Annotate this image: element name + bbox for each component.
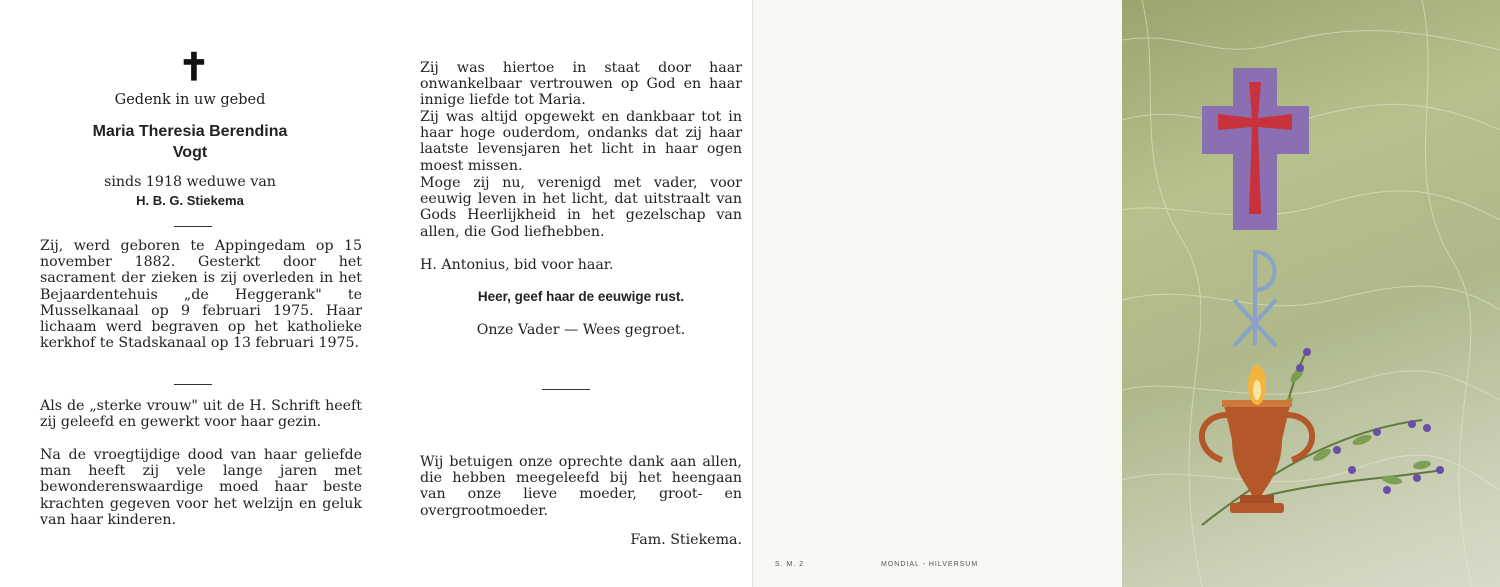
tribute-paragraph-2: Na de vroegtijdige dood van haar geliefde man heeft zij vele lange jaren met bewonderenswaardige moed haar beste krachten gegeven voor het welzijn en geluk van haar kinderen. — [40, 447, 362, 528]
divider — [174, 384, 212, 385]
character-paragraph: Zij was altijd opgewekt en dankbaar tot in haar hoge ouderdom, ondanks dat zij haar laatste levensjaren het licht in haar ogen moest missen. — [420, 109, 742, 174]
back-page — [752, 0, 1122, 587]
chi-rho-icon — [1234, 250, 1276, 346]
printer-name: MONDIAL - HILVERSUM — [881, 561, 979, 568]
blessing-paragraph: Moge zij nu, verenigd met vader, voor eeuwig leven in het licht, dat uitstraalt van Gods Heerlijkheid in het gezelschap van allen, die God liefhebben. — [420, 175, 742, 240]
prayer-line: Heer, geef haar de eeuwige rust. — [477, 289, 685, 304]
intro-text: Gedenk in uw gebed — [114, 92, 266, 108]
left-text-page — [0, 0, 380, 587]
faith-paragraph: Zij was hiertoe in staat door haar onwankelbaar vertrouwen op God en haar innige liefde tot Maria. — [420, 60, 742, 109]
invocation-line: H. Antonius, bid voor haar. — [420, 257, 614, 273]
family-signature: Fam. Stiekema. — [630, 532, 742, 548]
widow-line: sinds 1918 weduwe van — [104, 174, 276, 190]
husband-name: H. B. G. Stiekema — [136, 193, 244, 208]
deceased-name-line1: Maria Theresia Berendina — [92, 123, 288, 140]
front-illustration — [1122, 0, 1500, 587]
divider — [174, 226, 212, 227]
memorial-illustration — [1122, 0, 1500, 587]
card-code: S. M. 2 — [775, 561, 805, 568]
prayers-line: Onze Vader — Wees gegroet. — [476, 322, 686, 338]
deceased-name-line2: Vogt — [172, 144, 208, 161]
thanks-paragraph: Wij betuigen onze oprechte dank aan allen, die hebben meegeleefd bij het heengaan van onze lieve moeder, groot- en overgrootmoeder. — [420, 454, 742, 519]
biography-paragraph: Zij, werd geboren te Appingedam op 15 november 1882. Gesterkt door het sacrament der zieken is zij overleden in het Bejaardentehuis „de Heggerank" te Musselkanaal op 9 februari 1975. Haar lichaam werd begraven op het katholieke kerkhof te Stadskanaal op 13 februari 1975. — [40, 238, 362, 352]
tribute-paragraph-1: Als de „sterke vrouw" uit de H. Schrift heeft zij geleefd en gewerkt voor haar gezin. — [40, 398, 362, 431]
urn-icon — [1202, 400, 1312, 513]
candle-flame-icon — [1248, 365, 1266, 405]
marble-texture — [1122, 0, 1500, 587]
divider — [542, 389, 590, 390]
cross-icon — [1202, 68, 1309, 230]
right-text-page — [380, 0, 752, 587]
cross-icon: ✝ — [178, 44, 210, 89]
